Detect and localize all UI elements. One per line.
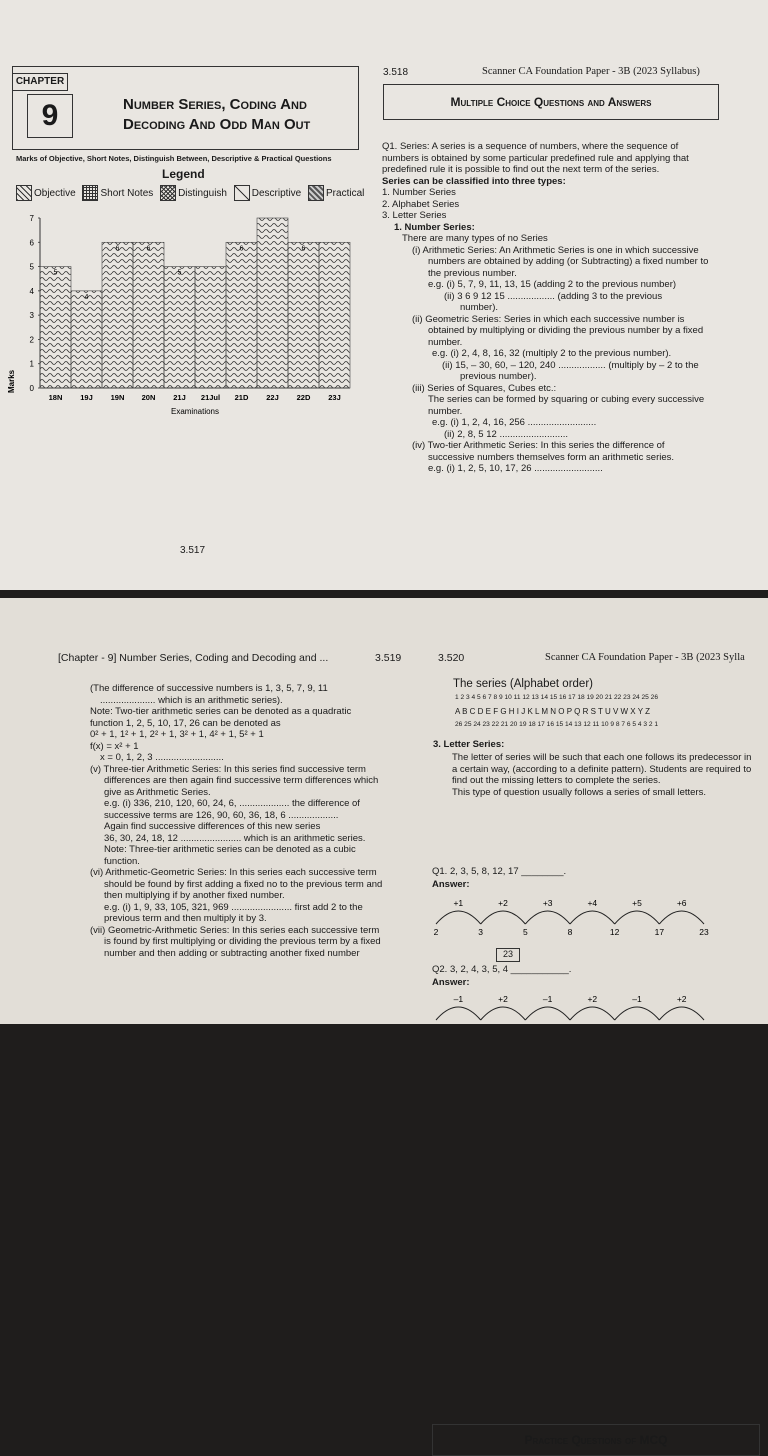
y-tick-label: 2: [29, 335, 34, 345]
q1-term-label: 5: [522, 927, 528, 937]
practical-swatch-icon: [308, 185, 324, 201]
text-line: is found by first multiplying or dividing the previous term by a fixed: [104, 936, 381, 947]
x-tick-label: 22D: [296, 393, 311, 402]
letter-series-text: [452, 752, 762, 798]
text-line: (ii) 15, – 30, 60, – 120, 240 .................. (multiply by – 2 to the: [442, 359, 699, 371]
y-tick-label: 5: [29, 262, 34, 272]
q2-diff-label: –1: [542, 994, 553, 1004]
y-tick-label: 6: [29, 238, 34, 248]
x-tick-label: 20N: [141, 393, 156, 402]
legend-distinguish: [160, 185, 227, 201]
bar: [226, 242, 257, 388]
page-number-left: 3.517: [180, 545, 206, 556]
y-tick-label: 0: [29, 384, 34, 393]
y-tick-label: 4: [29, 286, 34, 296]
q2-arc: [436, 1007, 481, 1020]
bar: [164, 267, 195, 388]
q1-term-label: 23: [699, 927, 709, 937]
y-tick-label: 3: [29, 311, 34, 321]
top-page-spread: [0, 0, 768, 590]
page-number-3519: 3.519: [375, 652, 402, 664]
q1-term-label: 3: [478, 927, 484, 937]
x-tick-label: 21Jul: [200, 393, 221, 402]
text-line: function.: [104, 855, 140, 867]
page-number-right: 3.518: [383, 67, 409, 78]
q1-diff-label: +6: [676, 898, 687, 908]
legend-label: Practical: [326, 187, 365, 199]
bar-value-label: 6: [115, 245, 120, 253]
y-axis-label: Marks: [7, 369, 16, 393]
text-line: 2. Alphabet Series: [382, 198, 460, 210]
bar: [195, 267, 226, 388]
mcq-body: [382, 141, 752, 475]
objective-swatch-icon: [16, 185, 32, 201]
x-tick-label: 19N: [110, 393, 125, 402]
bottom-page-spread: [0, 598, 768, 1447]
text-line: number and then adding or subtracting another fixed number: [104, 947, 360, 959]
text-line: (vi) Arithmetic-Geometric Series: In this series each successive term: [90, 867, 377, 878]
q2-answer-label: Answer:: [432, 977, 470, 988]
q1-diff-label: +3: [542, 898, 553, 908]
legend-label: Short Notes: [100, 187, 154, 199]
text-line: previous number).: [460, 371, 537, 382]
text-line: (The difference of successive numbers is 1, 3, 5, 7, 9, 11: [90, 683, 328, 694]
q1-arc: [615, 911, 660, 924]
x-tick-label: 21J: [173, 393, 186, 402]
bar-value-label: 4: [84, 293, 89, 301]
q1-term-label: 8: [567, 927, 573, 937]
q1-term-label: 12: [609, 927, 620, 937]
numbers-row: 1 2 3 4 5 6 7 8 9 10 11 12 13 14 15 16 17 18 19 20 21 22 23 24 25 26: [455, 694, 658, 701]
q1-diff-label: +1: [453, 898, 464, 908]
x-tick-label: 23J: [328, 393, 341, 402]
q2-diff-label: –1: [453, 994, 464, 1004]
text-line: then multiplying if by another fixed number.: [104, 890, 285, 901]
text-line: successive terms are 126, 90, 60, 36, 18, 6 ...................: [104, 809, 339, 821]
q2-diff-label: +2: [498, 994, 508, 1004]
bar: [102, 242, 133, 388]
text-line: (iii) Series of Squares, Cubes etc.:: [412, 382, 557, 394]
q2-diff-label: +2: [587, 994, 598, 1004]
legend-title: Legend: [162, 167, 205, 181]
q1-arc: [525, 911, 570, 924]
y-tick-label: 1: [29, 359, 34, 369]
q2-arc: [525, 1007, 570, 1020]
legend-label: Objective: [34, 187, 76, 199]
text-line: e.g. (i) 1, 2, 5, 10, 17, 26 ..........................: [428, 463, 603, 474]
q2-diagram: [426, 988, 726, 1024]
legend-practical: [308, 185, 364, 201]
x-tick-label: 22J: [266, 393, 279, 402]
text-line: differences are then again find successive term differences which: [104, 775, 379, 786]
bar-value-label: 6: [301, 245, 306, 253]
text-line: Again find successive differences of this new series: [104, 821, 321, 832]
q1-term-label: 2: [433, 927, 439, 937]
q1-answer-box: 23: [496, 948, 520, 962]
text-line: Note: Two-tier arithmetic series can be denoted as a quadratic: [90, 706, 352, 717]
q1-arc: [659, 911, 704, 924]
running-header: Scanner CA Foundation Paper - 3B (2023 Syllabus): [482, 66, 700, 77]
alphabet-title: The series (Alphabet order): [453, 678, 593, 690]
text-line: 0² + 1, 1² + 1, 2² + 1, 3² + 1, 4² + 1, 5² + 1: [90, 729, 264, 740]
q1-diff-label: +2: [498, 898, 508, 908]
text-line: (i) Arithmetic Series: An Arithmetic Series is one in which successive: [412, 244, 699, 256]
text-line: obtained by multiplying or dividing the previous number by a fixed: [428, 325, 704, 336]
text-line: (ii) Geometric Series: Series in which each successive number is: [412, 313, 685, 325]
q1-diff-label: +5: [632, 898, 642, 908]
text-line: successive numbers themselves form an arithmetic series.: [428, 451, 675, 463]
text-line: a certain way, (according to a definite pattern). Students are required to: [452, 763, 752, 775]
series-notes: [90, 683, 420, 959]
q1-term-label: 17: [654, 927, 665, 937]
text-line: The series can be formed by squaring or cubing every successive: [428, 394, 705, 405]
legend-descriptive: [234, 185, 301, 201]
text-line: numbers are obtained by adding (or Subtracting) a fixed number to: [428, 256, 709, 267]
text-line: (ii) 2, 8, 5 12 ..........................: [444, 428, 569, 440]
bar: [71, 291, 102, 388]
text-line: (iv) Two-tier Arithmetic Series: In this series the difference of: [412, 440, 665, 451]
y-tick-label: 7: [29, 214, 34, 223]
practice-mcq-title: Practice Questions of MCQ: [432, 1424, 760, 1456]
bar: [257, 218, 288, 388]
running-header-left: [Chapter - 9] Number Series, Coding and Decoding and ...: [58, 652, 329, 664]
text-line: The letter of series will be such that each one follows its predecessor in: [452, 752, 752, 763]
text-line: e.g. (i) 2, 4, 8, 16, 32 (multiply 2 to the previous number).: [432, 348, 672, 359]
marks-line: Marks of Objective, Short Notes, Distinguish Between, Descriptive & Practical Questions: [16, 154, 332, 163]
text-line: predefined rule it is possible to find out the next term of the series.: [382, 164, 660, 175]
bar: [133, 242, 164, 388]
text-line: 36, 30, 24, 18, 12 ....................... which is an arithmetic series.: [104, 832, 366, 844]
text-line: f(x) = x² + 1: [90, 740, 139, 752]
x-axis-label: Examinations: [170, 407, 220, 416]
bar-value-label: 5: [53, 269, 58, 277]
text-line: number.: [428, 405, 463, 417]
text-line: numbers is obtained by some particular predefined rule and applying that: [382, 152, 689, 164]
chapter-header-box: [12, 66, 359, 150]
legend-objective: [16, 185, 76, 201]
q1-arc: [570, 911, 615, 924]
q2-diff-label: +2: [676, 994, 687, 1004]
x-tick-label: 18N: [48, 393, 63, 402]
text-line: x = 0, 1, 2, 3 ..........................: [100, 752, 224, 763]
text-line: 3. Letter Series: [382, 210, 447, 221]
chapter-number: 9: [27, 94, 73, 138]
text-line: number.: [428, 336, 463, 348]
q1-arc: [481, 911, 526, 924]
chapter-label: CHAPTER: [12, 73, 68, 91]
text-line: Q1. Series: A series is a sequence of numbers, where the sequence of: [382, 141, 679, 152]
text-line: ..................... which is an arithmetic series).: [100, 694, 283, 706]
q2-arc: [615, 1007, 660, 1020]
page-number-3520: 3.520: [438, 652, 465, 664]
q2-text: Q2. 3, 2, 4, 3, 5, 4 ___________.: [432, 964, 572, 975]
reverse-row: 26 25 24 23 22 21 20 19 18 17 16 15 14 13 12 11 10 9 8 7 6 5 4 3 2 1: [455, 721, 658, 728]
text-line: (v) Three-tier Arithmetic Series: In this series find successive term: [90, 763, 366, 775]
q2-arc: [481, 1007, 526, 1020]
q2-diff-label: –1: [632, 994, 642, 1004]
text-line: function 1, 2, 5, 10, 17, 26 can be denoted as: [90, 717, 281, 729]
short-notes-swatch-icon: [82, 185, 98, 201]
text-line: the previous number.: [428, 267, 517, 279]
bar-value-label: 6: [239, 245, 244, 253]
q1-answer-label: Answer:: [432, 879, 470, 890]
running-header-right: Scanner CA Foundation Paper - 3B (2023 Sylla: [545, 652, 745, 663]
x-tick-label: 21D: [234, 393, 249, 402]
bar-value-label: 5: [177, 269, 182, 277]
x-tick-label: 19J: [80, 393, 93, 402]
q2-arc: [659, 1007, 704, 1020]
bar: [288, 242, 319, 388]
q2-arc: [570, 1007, 615, 1020]
text-line: (ii) 3 6 9 12 15 .................. (adding 3 to the previous: [444, 290, 663, 302]
bar-value-label: 6: [146, 245, 151, 253]
distinguish-swatch-icon: [160, 185, 176, 201]
text-line: e.g. (i) 5, 7, 9, 11, 13, 15 (adding 2 to the previous number): [428, 279, 677, 290]
mcq-section-title: Multiple Choice Questions and Answers: [383, 84, 719, 120]
chapter-title-line2: Decoding And Odd Man Out: [123, 116, 311, 133]
text-line: e.g. (i) 1, 2, 4, 16, 256 ..........................: [432, 417, 597, 428]
q1-arc: [436, 911, 481, 924]
text-line: This type of question usually follows a series of small letters.: [452, 786, 706, 798]
text-line: 1. Number Series:: [394, 221, 475, 233]
text-line: give as Arithmetic Series.: [104, 786, 211, 798]
text-line: e.g. (i) 1, 9, 33, 105, 321, 969 ....................... first add 2 to the: [104, 901, 363, 913]
descriptive-swatch-icon: [234, 185, 250, 201]
bar: [40, 267, 71, 388]
text-line: Series can be classified into three types:: [382, 175, 566, 187]
q1-diff-label: +4: [587, 898, 598, 908]
text-line: e.g. (i) 336, 210, 120, 60, 24, 6, ................... the difference of: [104, 798, 360, 809]
text-line: There are many types of no Series: [402, 233, 548, 244]
q1-diagram: [426, 890, 726, 938]
text-line: (vii) Geometric-Arithmetic Series: In this series each successive term: [90, 924, 380, 936]
text-line: find out the missing letters to complete the series.: [452, 775, 661, 786]
text-line: previous term and then multiply it by 3.: [104, 913, 267, 924]
text-line: Note: Three-tier arithmetic series can be denoted as a cubic: [104, 844, 356, 855]
chapter-title: [123, 95, 310, 135]
letter-series-heading: 3. Letter Series:: [433, 739, 505, 750]
legend-short-notes: [82, 185, 153, 201]
letters-row: A B C D E F G H I J K L M N O P Q R S T U V W X Y Z: [455, 707, 651, 716]
legend-label: Descriptive: [251, 187, 302, 199]
text-line: number).: [460, 302, 499, 313]
text-line: 1. Number Series: [382, 187, 456, 198]
q1-text: Q1. 2, 3, 5, 8, 12, 17 ________.: [432, 866, 567, 877]
marks-chart: [0, 210, 360, 420]
bar: [319, 242, 350, 388]
text-line: should be found by first adding a fixed no to the previous term and: [104, 878, 383, 890]
legend: [16, 185, 368, 203]
chapter-title-line1: Number Series, Coding And: [123, 96, 307, 113]
legend-label: Distinguish: [178, 187, 227, 199]
